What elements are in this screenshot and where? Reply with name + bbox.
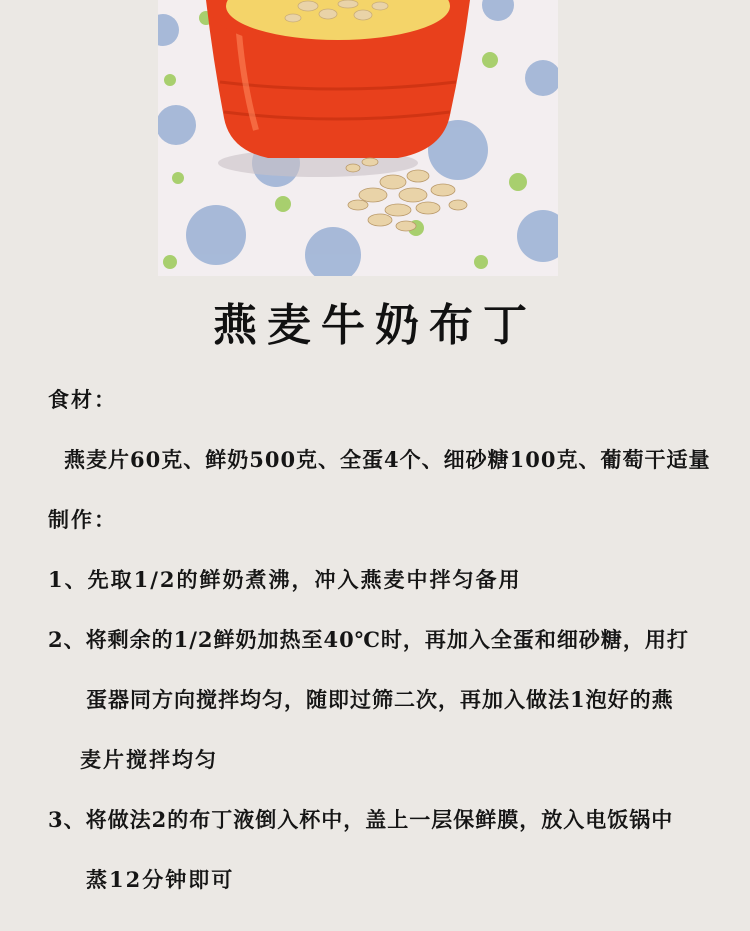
ingredients-text: 燕麦片60克、鲜奶500克、全蛋4个、细砂糖100克、葡萄干适量 [64,447,711,472]
step-3-line-2: 蒸12分钟即可 [86,867,235,892]
recipe-title: 燕麦牛奶布丁 [213,300,537,351]
pudding-photo [158,0,558,276]
step-2-line-3: 麦片搅拌均匀 [80,747,218,772]
step-2-line-1: 2、将剩余的1/2鲜奶加热至40℃时，再加入全蛋和细砂糖，用打 [48,627,689,652]
step-2-line-2: 蛋器同方向搅拌均匀，随即过筛二次，再加入做法1泡好的燕 [86,687,674,712]
method-heading: 制作： [48,507,117,532]
ingredients-heading: 食材： [48,387,117,412]
step-3-line-1: 3、将做法2的布丁液倒入杯中，盖上一层保鲜膜，放入电饭锅中 [48,807,674,832]
step-1-line-1: 1、先取1/2的鲜奶煮沸，冲入燕麦中拌匀备用 [48,567,522,592]
